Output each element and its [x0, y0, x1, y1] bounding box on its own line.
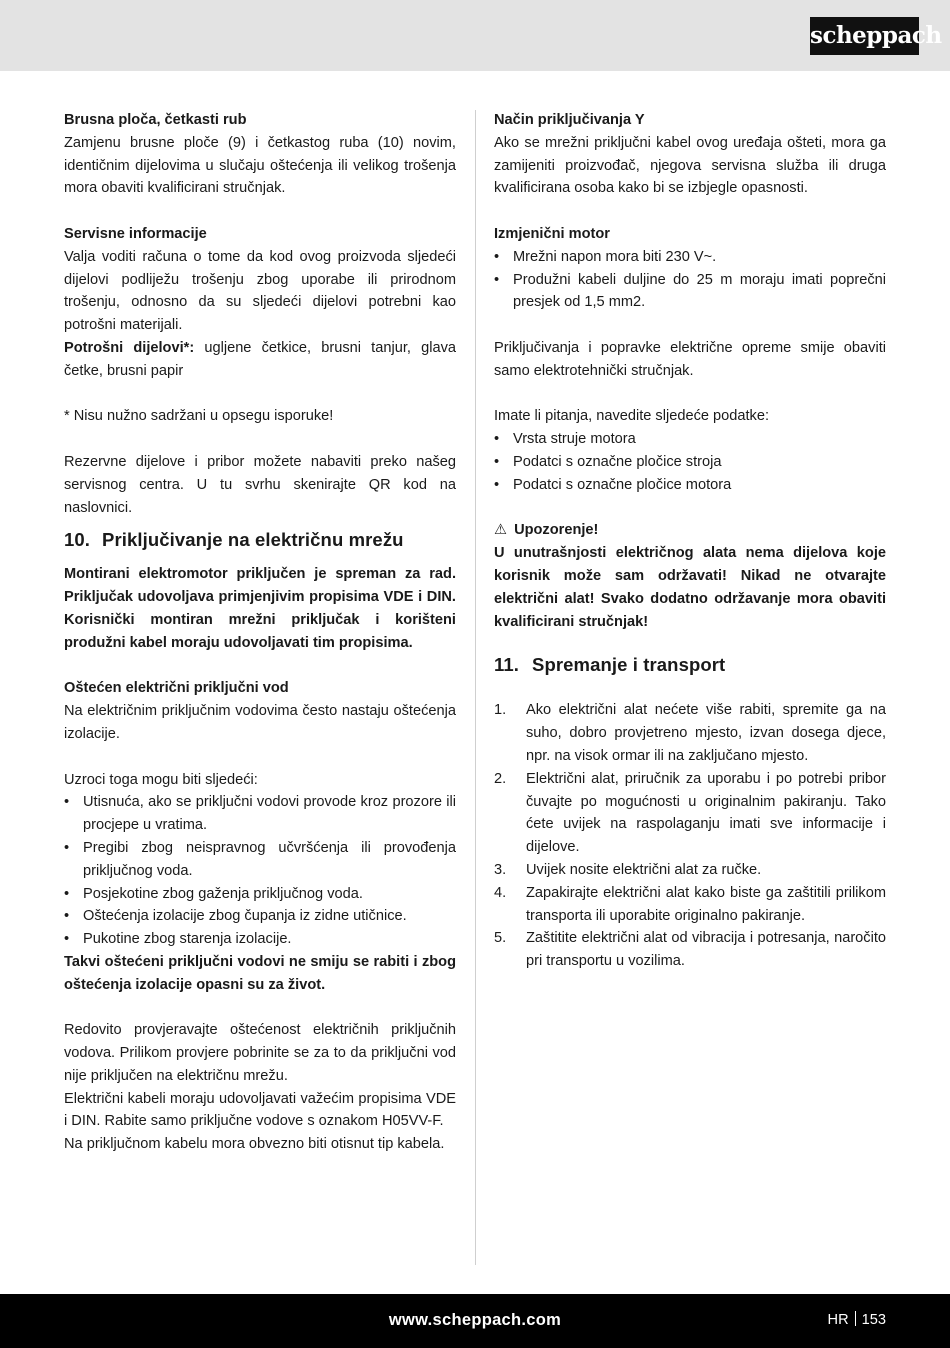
potrosni-label: Potrošni dijelovi*:: [64, 339, 195, 356]
list-item: • Oštećenja izolacije zbog čupanja iz zidne utičnice.: [64, 905, 456, 928]
footnote: * Nisu nužno sadržani u opsegu isporuke!: [64, 408, 334, 425]
prikljucivanja-text: Priključivanja i popravke električne opreme smije obaviti samo elektrotehnički stručnjak.: [494, 339, 886, 379]
servis-text: Valja voditi računa o tome da kod ovog proizvoda sljedeći dijelovi podliježu trošenju zbog uporabe ili prirodnom trošenju, odnosno da su sljedeći dijelovi potrebni kao potrošni materijali.: [64, 248, 456, 334]
step-number: 1.: [494, 702, 507, 719]
montirani-text: Montirani elektromotor priključen je spreman za rad. Priključak udovoljava primjenjivim propisima VDE i DIN. Korisnički montiran mrežni priključak i korišteni produžni kabel moraju udovoljavati tim propisima.: [64, 566, 456, 651]
brusna-title: Brusna ploča, četkasti rub: [64, 112, 247, 128]
list-item: [494, 859, 886, 882]
list-item: [494, 882, 886, 928]
page-number: 153: [861, 1312, 886, 1328]
list-item: [494, 699, 886, 767]
motor-list: [494, 246, 886, 314]
section-10-number: 10.: [64, 529, 91, 551]
kabeli-text: Električni kabeli moraju udovoljavati važećim propisima VDE i DIN. Rabite samo priključne vodove s oznakom H05VV-F.: [64, 1090, 456, 1130]
section-10-title: Priključivanje na električnu mrežu: [102, 529, 404, 551]
warning-heading: [494, 519, 886, 542]
section-10-heading: [64, 528, 456, 552]
step-number: 3.: [494, 861, 507, 878]
separator: [855, 1311, 856, 1326]
step-number: 2.: [494, 770, 507, 787]
uzroci-intro: Uzroci toga mogu biti sljedeći:: [64, 771, 258, 788]
list-item: • Podatci s označne pločice stroja: [494, 451, 886, 474]
step-text: Uvijek nosite električni alat za ručke.: [526, 861, 762, 878]
list-item: • Posjekotine zbog gaženja priključnog voda.: [64, 883, 456, 906]
step-text: Zaštitite električni alat od vibracija i potresanja, naročito pri transportu u vozilima.: [526, 930, 886, 970]
warning-icon: ⚠: [494, 522, 508, 539]
right-column: [494, 109, 886, 973]
step-text: Zapakirajte električni alat kako biste ga zaštitili prilikom transporta ili uporabite originalno pakiranje.: [526, 884, 886, 924]
brand-logo: scheppach: [810, 17, 919, 55]
header-bar: [0, 0, 950, 71]
footer-url[interactable]: www.scheppach.com: [388, 1311, 562, 1329]
language-code: HR: [827, 1312, 849, 1328]
potrosni-paragraph: [64, 337, 456, 383]
section-11-number: 11.: [494, 654, 519, 676]
storage-steps: [494, 699, 886, 973]
redovito-text: Redovito provjeravajte oštećenost električnih priključnih vodova. Prilikom provjere pobrinite se za to da priključni vod nije priključen na električnu mrežu.: [64, 1022, 456, 1084]
list-item: • Vrsta struje motora: [494, 428, 886, 451]
pitanja-list: [494, 428, 886, 496]
takvi-text: Takvi oštećeni priključni vodovi ne smiju se rabiti i zbog oštećenja izolacije opasni su za život.: [64, 953, 456, 993]
servis-title: Servisne informacije: [64, 225, 207, 242]
list-item: • Mrežni napon mora biti 230 V~.: [494, 246, 886, 269]
list-item: • Utisnuća, ako se priključni vodovi provode kroz prozore ili procjepe u vratima.: [64, 791, 456, 837]
natpis-text: Na priključnom kabelu mora obvezno biti otisnut tip kabela.: [64, 1136, 445, 1153]
uzroci-list: [64, 791, 456, 951]
left-column: [64, 109, 456, 1156]
step-number: 4.: [494, 884, 507, 901]
ostecen-title: Oštećen električni priključni vod: [64, 680, 289, 697]
warning-title: Upozorenje!: [514, 522, 599, 539]
list-item: • Podatci s označne pločice motora: [494, 474, 886, 497]
nacin-title: Način priključivanja Y: [494, 112, 645, 128]
motor-title: Izmjenični motor: [494, 225, 610, 242]
step-text: Električni alat, priručnik za uporabu i po potrebi pribor čuvajte po mogućnosti u originalnim pakiranju. Tako ćete uvijek na raspolaganju imati sve informacije i dijelove.: [526, 770, 886, 856]
page-indicator: [828, 1309, 886, 1332]
list-item: • Produžni kabeli duljine do 25 m moraju imati poprečni presjek od 1,5 mm2.: [494, 269, 886, 315]
list-item: [494, 927, 886, 973]
ostecen-text: Na električnim priključnim vodovima često nastaju oštećenja izolacije.: [64, 703, 456, 742]
list-item: • Pregibi zbog neispravnog učvršćenja ili provođenja priključnog voda.: [64, 837, 456, 883]
section-11-heading: [494, 653, 886, 677]
pitanja-intro: Imate li pitanja, navedite sljedeće podatke:: [494, 408, 770, 425]
nacin-text: Ako se mrežni priključni kabel ovog uređaja ošteti, mora ga zamijeniti proizvođač, njegova servisna služba ili druga kvalificirana osoba kako bi se izbjegle opasnosti.: [494, 134, 886, 197]
warning-text: U unutrašnjosti električnog alata nema dijelova koje korisnik može sam održavati! Nikad ne otvarajte električni alat! Svako dodatno održavanje mora obaviti kvalificirani stručnjak!: [494, 545, 886, 630]
rezervne-text: Rezervne dijelove i pribor možete nabaviti preko našeg servisnog centra. U tu svrhu skenirajte QR kod na naslovnici.: [64, 453, 456, 516]
potrosni-text: ugljene četkice, brusni tanjur, glava četke, brusni papir: [64, 339, 456, 379]
list-item: • Pukotine zbog starenja izolacije.: [64, 928, 456, 951]
list-item: [494, 768, 886, 859]
step-text: Ako električni alat nećete više rabiti, spremite ga na suho, dobro provjetreno mjesto, izvan dosega djece, npr. na visok ormar ili na zaključano mjesto.: [526, 702, 886, 764]
brusna-text: Zamjenu brusne ploče (9) i četkastog ruba (10) novim, identičnim dijelovima u slučaju oštećenja ili velikog trošenja mora obaviti kvalificirani stručnjak.: [64, 134, 456, 197]
footer-bar: [0, 1294, 950, 1348]
step-number: 5.: [494, 930, 507, 947]
section-11-title: Spremanje i transport: [532, 654, 726, 676]
column-divider: [475, 110, 476, 1265]
